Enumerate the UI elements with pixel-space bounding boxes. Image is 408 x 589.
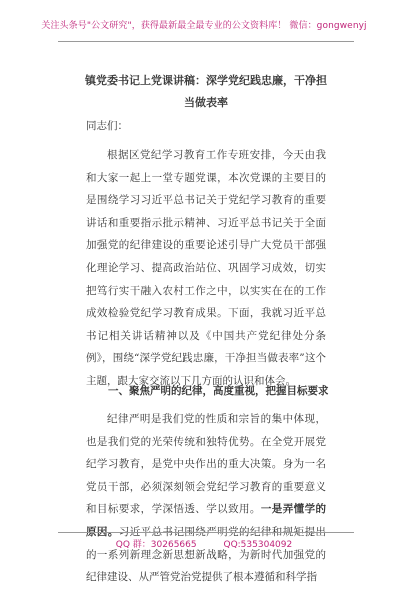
- paragraph-intro: 根据区党纪学习教育工作专班安排，今天由我和大家一起上一堂专题党课，本次党课的主要目的是围绕学习习近平总书记关于党纪学习教育的重要讲话和重要指示批示精神、习近平总书记关于全面加强党的纪律建设的重要论述引导广大党员干部强化理论学习、提高政治站位、巩固学习成效，切实把笃行实干融入农村工作之中，以实实在在的工作成效检验党纪学习教育成果。下面，我就习近平总书记相关讲话精神以及《中国共产党纪律处分条例》，围绕“深学党纪践忠廉，干净担当做表率”这个主题，跟大家交流以下几方面的认识和体会。: [86, 149, 326, 387]
- paragraph-section1: [86, 408, 326, 589]
- section-heading-1: 一、聚焦严明的纪律，高度重视，把握目标要求: [108, 385, 329, 397]
- document-title: 镇党委书记上党课讲稿：深学党纪践忠廉，干净担当做表率: [85, 74, 327, 109]
- footer-qq-group: QQ 群：30265665: [115, 540, 197, 550]
- header-promo: 关注头条号"公文研究"，获得最新最全最专业的公文资料库！ 微信：gongwenyj: [41, 21, 367, 31]
- paragraph-section1-text: 纪律严明是我们党的性质和宗旨的集中体现，也是我们党的光荣传统和独特优势。在全党开展党纪学习教育，是党中央作出的重大决策。身为一名党员干部，必须深刻领会党纪学习教育的重要意义和目标要求，学深悟透、学以致用。: [86, 413, 326, 516]
- paragraph-section1-continued: 习近平总书记围绕严明党的纪律和规矩提出的一系列新理念新思想新战略，为新时代加强党的纪律建设、从严管党治党提供了根本遵循和科学指: [86, 525, 327, 584]
- footer-divider: [58, 532, 354, 533]
- footer-contacts: [0, 537, 408, 550]
- header-divider: [58, 41, 354, 42]
- footer-qq: QQ:535304092: [223, 540, 293, 550]
- paragraph-section1-bold: 一是弄懂学的原因。: [86, 503, 327, 538]
- greeting: 同志们：: [86, 120, 128, 132]
